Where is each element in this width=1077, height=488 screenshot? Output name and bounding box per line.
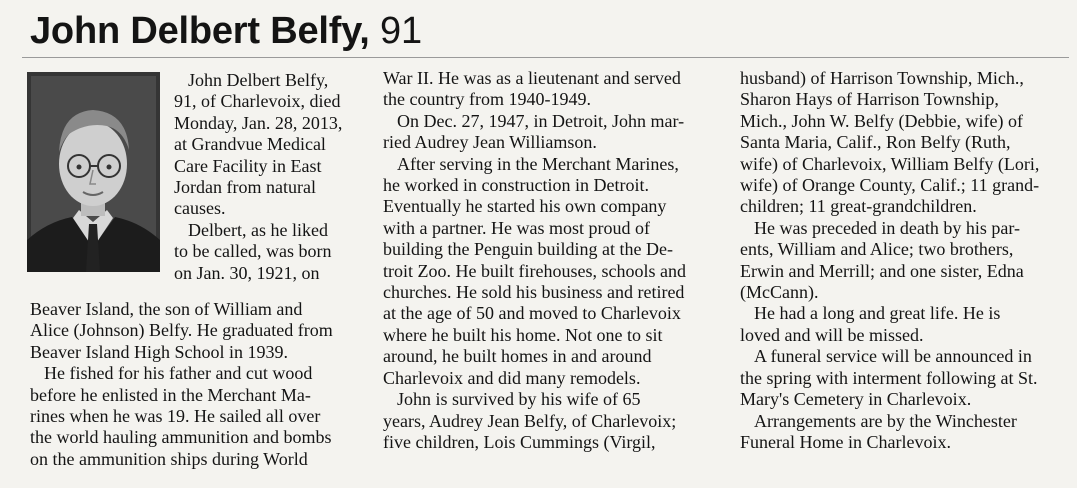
text-line: at Grandvue Medical [174,134,326,155]
text-line: Care Facility in East [174,155,322,176]
text-line: Santa Maria, Calif., Ron Belfy (Ruth, [740,132,1011,153]
text-line: Beaver Island, the son of William and [30,299,303,319]
text-line: building the Penguin building at the De- [383,239,673,260]
text-line: five children, Lois Cummings (Virgil, [383,431,656,452]
portrait-photo [27,72,160,272]
column-1-bottom [30,299,333,470]
text-line: Beaver Island High School in 1939. [30,341,288,362]
text-line: loved and will be missed. [740,324,924,345]
text-line: Arrangements are by the Winchester [754,410,1017,431]
text-line: to be called, was born [174,241,332,262]
text-line: on the ammunition ships during World [30,448,308,469]
text-line: the spring with interment following at St. [740,367,1038,388]
text-line: A funeral service will be announced in [754,346,1032,367]
text-line: around, he built homes in and around [383,346,652,367]
column-1-top [174,70,342,284]
text-line: (McCann). [740,282,819,303]
headline-name: John Delbert Belfy, [30,10,370,52]
text-line: He was preceded in death by his par- [754,217,1021,238]
text-line: he worked in construction in Detroit. [383,175,649,196]
text-line: children; 11 great-grandchildren. [740,196,977,217]
column-3 [740,68,1039,453]
text-line: Sharon Hays of Harrison Township, [740,89,999,110]
text-line: where he built his home. Not one to sit [383,324,663,345]
text-line: the world hauling ammunition and bombs [30,427,332,448]
obituary-headline [30,8,422,54]
text-line: rines when he was 19. He sailed all over [30,406,321,427]
headline-rule [22,57,1069,58]
text-line: Delbert, as he liked [188,219,328,240]
text-line: with a partner. He was most proud of [383,217,650,238]
text-line: churches. He sold his business and retired [383,282,685,303]
text-line: the country from 1940-1949. [383,89,591,110]
text-line: at the age of 50 and moved to Charlevoix [383,303,681,324]
text-line: Funeral Home in Charlevoix. [740,431,951,452]
text-line: Monday, Jan. 28, 2013, [174,112,343,133]
text-line: years, Audrey Jean Belfy, of Charlevoix; [383,410,677,431]
text-line: Alice (Johnson) Belfy. He graduated from [30,320,333,341]
text-line: Erwin and Merrill; and one sister, Edna [740,260,1024,281]
text-line: On Dec. 27, 1947, in Detroit, John mar- [397,110,685,131]
text-line: John is survived by his wife of 65 [397,389,641,410]
text-line: troit Zoo. He built firehouses, schools and [383,260,686,281]
text-line: 91, of Charlevoix, died [174,91,341,112]
text-line: ents, William and Alice; two brothers, [740,239,1014,260]
text-line: Charlevoix and did many remodels. [383,367,641,388]
text-line: ried Audrey Jean Williamson. [383,132,597,153]
text-line: wife) of Charlevoix, William Belfy (Lori, [740,153,1040,174]
text-line: He had a long and great life. He is [754,303,1001,324]
text-line: Mich., John W. Belfy (Debbie, wife) of [740,110,1023,131]
text-line: Eventually he started his own company [383,196,667,217]
text-line: War II. He was as a lieutenant and served [383,68,681,88]
text-line: John Delbert Belfy, [188,70,329,90]
text-line: causes. [174,198,226,219]
column-2 [383,68,686,453]
text-line: Jordan from natural [174,177,316,198]
text-line: husband) of Harrison Township, Mich., [740,68,1024,88]
portrait-image [27,72,160,272]
text-line: wife) of Orange County, Calif.; 11 grand- [740,175,1040,196]
text-line: before he enlisted in the Merchant Ma- [30,384,311,405]
text-line: He fished for his father and cut wood [44,363,313,384]
text-line: After serving in the Merchant Marines, [397,153,679,174]
text-line: Mary's Cemetery in Charlevoix. [740,389,972,410]
headline-age: 91 [380,10,422,52]
text-line: on Jan. 30, 1921, on [174,262,320,283]
